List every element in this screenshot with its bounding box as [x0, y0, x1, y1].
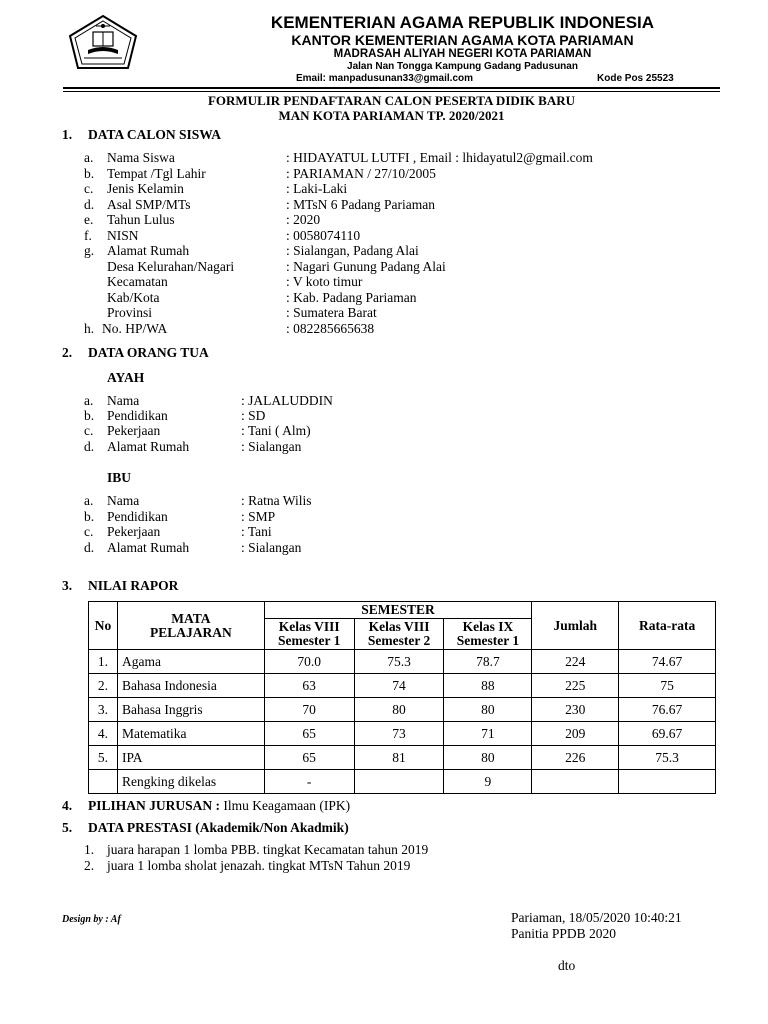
letterhead-ministry: KEMENTERIAN AGAMA REPUBLIK INDONESIA	[270, 13, 655, 32]
mother-row-letter: b.	[84, 509, 95, 524]
regency-value: : Kab. Padang Pariaman	[286, 290, 417, 305]
cell-sem2: 75.3	[354, 650, 444, 674]
mother-name-label: Nama	[107, 493, 140, 508]
cell-sem3: 80	[444, 698, 532, 722]
ranking-sem3: 9	[444, 770, 532, 794]
cell-average: 76.67	[619, 698, 716, 722]
header-sem2-line2: Semester 2	[367, 633, 431, 648]
village-value: : Nagari Gunung Padang Alai	[286, 259, 446, 274]
ranking-row	[89, 770, 716, 794]
achievement-text: juara 1 lomba sholat jenazah. tingkat MTsN Tahun 2019	[107, 858, 411, 873]
table-row	[89, 650, 716, 674]
letterhead-divider-thick	[63, 87, 720, 89]
letterhead-email: Email: manpadusunan33@gmail.com	[296, 73, 474, 84]
cell-no: 4.	[89, 722, 118, 746]
father-heading: AYAH	[107, 370, 145, 385]
ranking-label: Rengking dikelas	[117, 770, 264, 794]
header-semester: SEMESTER	[264, 602, 532, 619]
header-sem3-line2: Semester 1	[456, 633, 520, 648]
cell-total: 209	[532, 722, 619, 746]
major-choice	[88, 798, 350, 814]
father-row-letter: b.	[84, 408, 95, 423]
header-subject-line2: PELAJARAN	[149, 624, 232, 640]
signature-dto: dto	[558, 958, 576, 973]
origin-school-value: : MTsN 6 Padang Pariaman	[286, 197, 436, 212]
cell-sem1: 65	[264, 746, 354, 770]
letterhead-school: MADRASAH ALIYAH NEGERI KOTA PARIAMAN	[333, 48, 592, 60]
father-row-letter: c.	[84, 423, 94, 438]
cell-subject: Agama	[117, 650, 264, 674]
cell-subject: IPA	[117, 746, 264, 770]
father-education-label: Pendidikan	[107, 408, 168, 423]
cell-subject: Bahasa Indonesia	[117, 674, 264, 698]
header-semester-3	[444, 619, 532, 650]
birth-value: : PARIAMAN / 27/10/2005	[286, 166, 436, 181]
header-sem2-line1: Kelas VIII	[368, 619, 430, 634]
province-label: Provinsi	[107, 305, 153, 320]
father-education-value: : SD	[241, 408, 266, 423]
father-row-letter: d.	[84, 439, 95, 454]
student-name-value: : HIDAYATUL LUTFI , Email : lhidayatul2@gmail.com	[286, 150, 593, 165]
cell-total: 224	[532, 650, 619, 674]
cell-no: 2.	[89, 674, 118, 698]
graduation-year-value: : 2020	[286, 212, 321, 227]
ranking-total	[532, 770, 619, 794]
cell-sem1: 65	[264, 722, 354, 746]
province-value: : Sumatera Barat	[286, 305, 377, 320]
table-row	[89, 674, 716, 698]
form-title-line2: MAN KOTA PARIAMAN TP. 2020/2021	[278, 108, 505, 123]
graduation-year-label: Tahun Lulus	[107, 212, 175, 227]
cell-no: 1.	[89, 650, 118, 674]
mother-name-value: : Ratna Wilis	[241, 493, 312, 508]
committee-name: Panitia PPDB 2020	[511, 926, 617, 941]
cell-average: 75.3	[619, 746, 716, 770]
header-average: Rata-rata	[619, 602, 716, 650]
phone-value: : 082285665638	[286, 321, 375, 336]
letterhead-address: Jalan Nan Tongga Kampung Gadang Padusunan	[347, 61, 578, 72]
mother-row-letter: d.	[84, 540, 95, 555]
father-name-value: : JALALUDDIN	[241, 393, 333, 408]
header-sem1-line1: Kelas VIII	[278, 619, 340, 634]
mother-job-label: Pekerjaan	[107, 524, 161, 539]
student-name-label: Nama Siswa	[107, 150, 175, 165]
place-date: Pariaman, 18/05/2020 10:40:21	[511, 910, 682, 925]
cell-total: 230	[532, 698, 619, 722]
father-job-label: Pekerjaan	[107, 423, 161, 438]
father-name-label: Nama	[107, 393, 140, 408]
section5-title: DATA PRESTASI (Akademik/Non Akadmik)	[88, 820, 349, 835]
phone-label: No. HP/WA	[102, 321, 168, 336]
home-address-value: : Sialangan, Padang Alai	[286, 243, 419, 258]
table-row	[89, 746, 716, 770]
report-grades-table	[88, 601, 716, 794]
mother-row-letter: c.	[84, 524, 94, 539]
header-semester-2	[354, 619, 444, 650]
cell-sem3: 88	[444, 674, 532, 698]
father-row-letter: a.	[84, 393, 94, 408]
cell-sem2: 80	[354, 698, 444, 722]
header-subject-line1: MATA	[171, 610, 211, 626]
table-row	[89, 722, 716, 746]
nisn-value: : 0058074110	[286, 228, 361, 243]
section2-number: 2.	[62, 345, 73, 360]
cell-no: 3.	[89, 698, 118, 722]
gender-label: Jenis Kelamin	[107, 181, 184, 196]
section1-title: DATA CALON SISWA	[88, 127, 222, 142]
mother-address-value: : Sialangan	[241, 540, 302, 555]
header-total: Jumlah	[532, 602, 619, 650]
mother-address-label: Alamat Rumah	[107, 540, 190, 555]
section4-number: 4.	[62, 798, 73, 813]
header-no: No	[89, 602, 118, 650]
cell-no: 5.	[89, 746, 118, 770]
cell-sem2: 73	[354, 722, 444, 746]
letterhead-postcode: Kode Pos 25523	[597, 73, 674, 84]
ranking-sem2	[354, 770, 444, 794]
birth-label: Tempat /Tgl Lahir	[107, 166, 206, 181]
father-job-value: : Tani ( Alm)	[241, 423, 311, 438]
letterhead-office: KANTOR KEMENTERIAN AGAMA KOTA PARIAMAN	[291, 32, 634, 48]
student-row-letter: h.	[84, 321, 95, 336]
cell-sem1: 63	[264, 674, 354, 698]
cell-no-empty	[89, 770, 118, 794]
student-row-letter: g.	[84, 243, 95, 258]
form-title-line1: FORMULIR PENDAFTARAN CALON PESERTA DIDIK BARU	[207, 93, 576, 108]
cell-average: 75	[619, 674, 716, 698]
home-address-label: Alamat Rumah	[107, 243, 190, 258]
cell-sem3: 71	[444, 722, 532, 746]
cell-average: 69.67	[619, 722, 716, 746]
district-value: : V koto timur	[286, 274, 363, 289]
ranking-average	[619, 770, 716, 794]
achievement-number: 1.	[84, 842, 95, 857]
student-row-letter: a.	[84, 150, 94, 165]
ranking-sem1: -	[264, 770, 354, 794]
cell-sem1: 70.0	[264, 650, 354, 674]
mother-heading: IBU	[107, 470, 132, 485]
cell-sem2: 74	[354, 674, 444, 698]
student-row-letter: b.	[84, 166, 95, 181]
father-address-label: Alamat Rumah	[107, 439, 190, 454]
mother-job-value: : Tani	[241, 524, 272, 539]
design-credit: Design by : Af	[62, 914, 121, 925]
mother-education-label: Pendidikan	[107, 509, 168, 524]
achievement-number: 2.	[84, 858, 95, 873]
student-row-letter: f.	[84, 228, 92, 243]
header-sem1-line2: Semester 1	[277, 633, 341, 648]
cell-total: 226	[532, 746, 619, 770]
cell-sem3: 80	[444, 746, 532, 770]
achievement-text: juara harapan 1 lomba PBB. tingkat Kecamatan tahun 2019	[107, 842, 429, 857]
major-value: Ilmu Keagamaan (IPK)	[220, 798, 351, 813]
cell-total: 225	[532, 674, 619, 698]
section5-number: 5.	[62, 820, 73, 835]
section2-title: DATA ORANG TUA	[88, 345, 209, 360]
mother-education-value: : SMP	[241, 509, 276, 524]
kemenag-emblem-icon	[66, 14, 140, 72]
cell-subject: Matematika	[117, 722, 264, 746]
section4-title: PILIHAN JURUSAN :	[88, 798, 221, 813]
table-row	[89, 698, 716, 722]
cell-subject: Bahasa Inggris	[117, 698, 264, 722]
cell-sem2: 81	[354, 746, 444, 770]
section3-title: NILAI RAPOR	[88, 578, 179, 593]
regency-label: Kab/Kota	[107, 290, 160, 305]
village-label: Desa Kelurahan/Nagari	[107, 259, 235, 274]
mother-row-letter: a.	[84, 493, 94, 508]
nisn-label: NISN	[107, 228, 139, 243]
header-semester-1	[264, 619, 354, 650]
student-row-letter: e.	[84, 212, 94, 227]
section3-number: 3.	[62, 578, 73, 593]
header-sem3-line1: Kelas IX	[462, 619, 514, 634]
section1-number: 1.	[62, 127, 73, 142]
district-label: Kecamatan	[107, 274, 168, 289]
father-address-value: : Sialangan	[241, 439, 302, 454]
cell-sem3: 78.7	[444, 650, 532, 674]
header-subject	[117, 602, 264, 650]
cell-sem1: 70	[264, 698, 354, 722]
student-row-letter: d.	[84, 197, 95, 212]
gender-value: : Laki-Laki	[286, 181, 348, 196]
origin-school-label: Asal SMP/MTs	[107, 197, 191, 212]
cell-average: 74.67	[619, 650, 716, 674]
student-row-letter: c.	[84, 181, 94, 196]
letterhead-divider-thin	[63, 91, 720, 92]
